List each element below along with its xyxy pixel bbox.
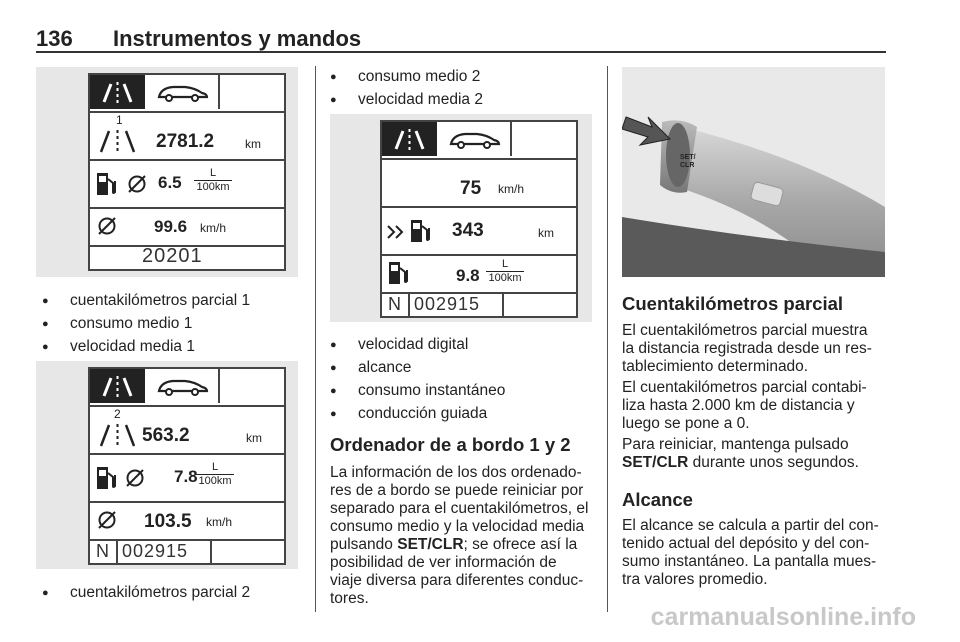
list-item: ● alcance	[330, 358, 505, 381]
range-value: 343	[452, 220, 484, 241]
fuel-value: 7.8	[174, 467, 198, 486]
bullet-list-1	[42, 291, 250, 360]
speed-value: 75	[460, 178, 482, 199]
trip-tab-icon	[90, 369, 145, 403]
trip-row	[90, 111, 284, 161]
trip-index: 2	[114, 407, 121, 421]
section-heading-trip-computer: Ordenador de a bordo 1 y 2	[330, 434, 571, 455]
speed-row	[90, 503, 284, 541]
display-panel	[88, 367, 286, 565]
chevrons-icon	[386, 224, 406, 240]
list-item: ● consumo medio 1	[42, 314, 250, 337]
fuel-unit: $\frac{L}{100km}$	[194, 167, 232, 194]
fuel-unit: $\frac{L}{100km}$	[486, 258, 524, 285]
figure-stalk-button	[622, 67, 885, 277]
bullet-list-3	[330, 67, 483, 113]
section-heading-trip-odometer: Cuentakilómetros parcial	[622, 293, 844, 314]
odometer: 002915	[414, 294, 481, 314]
average-icon	[96, 215, 118, 237]
range-row	[382, 208, 576, 256]
car-tab-icon	[145, 75, 220, 109]
odometer: 20201	[142, 245, 203, 267]
clr-label: CLR	[680, 162, 695, 169]
fuel-row	[90, 161, 284, 209]
display-tabs	[90, 369, 284, 407]
figure-range	[330, 114, 592, 322]
section-heading-range: Alcance	[622, 489, 693, 510]
list-item: ● consumo instantáneo	[330, 381, 505, 404]
trip-value: 2781.2	[156, 131, 215, 152]
page-title: Instrumentos y mandos	[113, 26, 362, 51]
speed-unit: km/h	[206, 515, 233, 529]
odometer: 002915	[122, 541, 189, 561]
speed-row	[382, 158, 576, 208]
bullet-list-2	[42, 583, 250, 606]
trip-row	[90, 405, 284, 455]
fuel-unit: $\frac{L}{100km}$	[196, 461, 234, 488]
fuel-pump-icon	[388, 260, 410, 286]
gear-indicator: N	[96, 541, 110, 561]
page-number: 136	[36, 26, 73, 51]
display-tabs	[90, 75, 284, 113]
display-panel	[380, 120, 578, 318]
set-label: SET/	[680, 154, 696, 161]
average-icon	[126, 173, 148, 195]
car-tab-icon	[437, 122, 512, 156]
paragraph-trip-computer: La información de los dos ordenado- res de a bordo se puede reiniciar por separado para el cuentakilómetros, el consumo medio y la velocidad media pulsando SET/CLR; se ofrece así la posibilidad de ver información de viaje diversa para diferentes conduc- tores.	[330, 464, 589, 607]
list-item: ● velocidad media 2	[330, 90, 483, 113]
trip-tab-icon	[382, 122, 437, 156]
status-row	[382, 294, 576, 318]
average-icon	[96, 509, 118, 531]
watermark: carmanualsonline.info	[650, 603, 916, 631]
trip-icon	[96, 421, 144, 449]
stalk-illustration	[622, 67, 885, 277]
fuel-row	[382, 256, 576, 294]
column-divider-1	[315, 66, 316, 612]
paragraph-range: El alcance se calcula a partir del con- tenido actual del depósito y del con- sumo instantáneo. La pantalla mues- tra valores promedio.	[622, 517, 879, 588]
header-rule	[36, 51, 886, 53]
gear-indicator: N	[388, 294, 402, 314]
list-item: ● consumo medio 2	[330, 67, 483, 90]
trip-index: 1	[116, 113, 123, 127]
speed-value: 103.5	[144, 511, 192, 532]
display-panel	[88, 73, 286, 271]
trip-unit: km	[246, 431, 262, 445]
column-divider-2	[607, 66, 608, 612]
display-tabs	[382, 122, 576, 160]
fuel-value: 9.8	[456, 266, 480, 285]
speed-unit: km/h	[200, 221, 227, 235]
trip-unit: km	[245, 137, 261, 151]
fuel-row	[90, 455, 284, 503]
list-item: ● cuentakilómetros parcial 2	[42, 583, 250, 606]
fuel-pump-icon	[96, 465, 118, 491]
paragraph-trip-odometer: El cuentakilómetros parcial muestra la distancia registrada desde un res- tablecimiento determinado. El cuentakilómetros parcial contabi- liza hasta 2.000 km de distancia y luego se pone a 0. Para reiniciar, mantenga pulsado SET/CLR durante unos segundos.	[622, 322, 872, 471]
list-item: ● cuentakilómetros parcial 1	[42, 291, 250, 314]
speed-unit: km/h	[498, 182, 525, 196]
trip-tab-icon	[90, 75, 145, 109]
speed-value: 99.6	[154, 217, 188, 236]
figure-trip-2	[36, 361, 298, 569]
car-tab-icon	[145, 369, 220, 403]
status-row	[90, 541, 284, 565]
trip-icon	[96, 127, 144, 155]
list-item: ● velocidad digital	[330, 335, 505, 358]
speed-row	[90, 209, 284, 247]
average-icon	[124, 467, 146, 489]
fuel-pump-icon	[410, 218, 432, 244]
range-unit: km	[538, 226, 554, 240]
figure-trip-1	[36, 67, 298, 277]
trip-value: 563.2	[142, 425, 190, 446]
list-item: ● velocidad media 1	[42, 337, 250, 360]
fuel-value: 6.5	[158, 173, 182, 192]
bullet-list-4	[330, 335, 505, 427]
fuel-pump-icon	[96, 171, 118, 197]
list-item: ● conducción guiada	[330, 404, 505, 427]
